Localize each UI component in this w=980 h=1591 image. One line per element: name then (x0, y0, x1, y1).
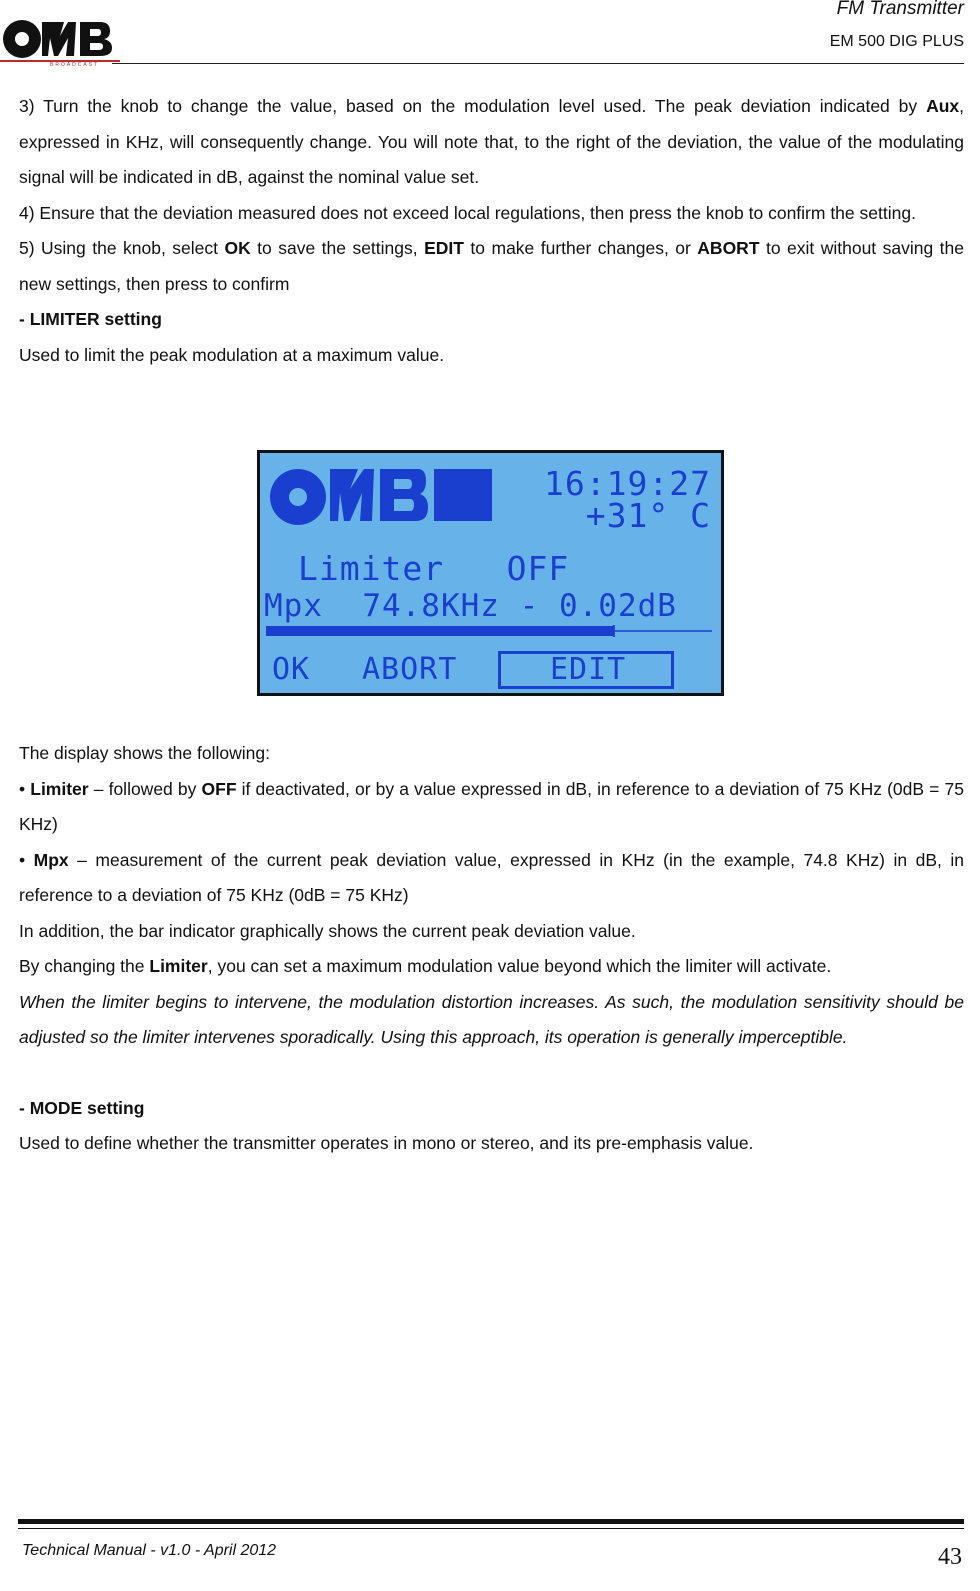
mode-heading: - MODE setting (19, 1097, 145, 1118)
limiter-description: Used to limit the peak modulation at a maximum value. (19, 344, 445, 365)
page-number: 43 (938, 1544, 962, 1570)
limiter-bullet: • Limiter – followed by OFF if deactivated, or by a value expressed in dB, in reference to a deviation of 75 KHz (0dB = 75 KHz) (19, 778, 964, 834)
limiter-heading: - LIMITER setting (19, 309, 162, 329)
header-title: FM Transmitter (836, 0, 964, 19)
lcd-display-image (257, 450, 724, 696)
footer-divider-thin (18, 1528, 964, 1529)
omb-logo (0, 14, 120, 66)
lcd-clock: 16:19:27 (544, 464, 711, 503)
step-5-paragraph: 5) Using the knob, select OK to save the settings, EDIT to make further changes, or ABORT to exit without saving the new settings, then press to confirm (19, 238, 965, 294)
changing-limiter-paragraph: By changing the Limiter, you can set a maximum modulation value beyond which the limiter will activate. (19, 956, 832, 976)
footer-manual-version: Technical Manual - v1.0 - April 2012 (22, 1542, 277, 1559)
intro-section (19, 89, 964, 373)
logo-subtext: BROADCAST (50, 62, 100, 66)
lcd-ok-option[interactable]: OK (272, 652, 311, 687)
lcd-level-bar (266, 625, 712, 637)
lcd-edit-option[interactable]: EDIT (550, 652, 627, 687)
lcd-abort-option[interactable]: ABORT (362, 652, 458, 687)
lcd-limiter-line: Limiter OFF (298, 549, 570, 588)
display-intro: The display shows the following: (19, 743, 270, 763)
lcd-level-bar-fill (266, 626, 614, 636)
bar-indicator-note: In addition, the bar indicator graphically shows the current peak deviation value. (19, 920, 636, 941)
mode-description: Used to define whether the transmitter operates in mono or stereo, and its pre-emphasis value. (19, 1133, 754, 1153)
lcd-mpx-line: Mpx 74.8KHz - 0.02dB (264, 588, 677, 624)
mpx-bullet: • Mpx – measurement of the current peak deviation value, expressed in KHz (in the example, 74.8 KHz) in dB, in reference to a deviation of 75 KHz (0dB = 75 KHz) (19, 849, 964, 905)
spacer (19, 1056, 964, 1091)
step-3-paragraph: 3) Turn the knob to change the value, based on the modulation level used. The peak deviation indicated by Aux, expressed in KHz, will consequently change. You will note that, to the right of the deviation, the value of the modulating signal will be indicated in dB, against the nominal value set. (19, 96, 964, 187)
header-model: EM 500 DIG PLUS (829, 33, 964, 50)
limiter-warning-note: When the limiter begins to intervene, the modulation distortion increases. As such, the modulation sensitivity should be adjusted so the limiter intervenes sporadically. Using this approach, its operation is generally imperceptible. (19, 991, 964, 1047)
lcd-temperature: +31° C (585, 496, 711, 535)
header-divider (112, 63, 964, 64)
footer-divider-thick (18, 1519, 964, 1524)
step-4-paragraph: 4) Ensure that the deviation measured does not exceed local regulations, then press the knob to confirm the setting. (19, 202, 916, 223)
lcd-omb-logo (266, 461, 496, 531)
display-explanation-section (19, 736, 964, 1162)
